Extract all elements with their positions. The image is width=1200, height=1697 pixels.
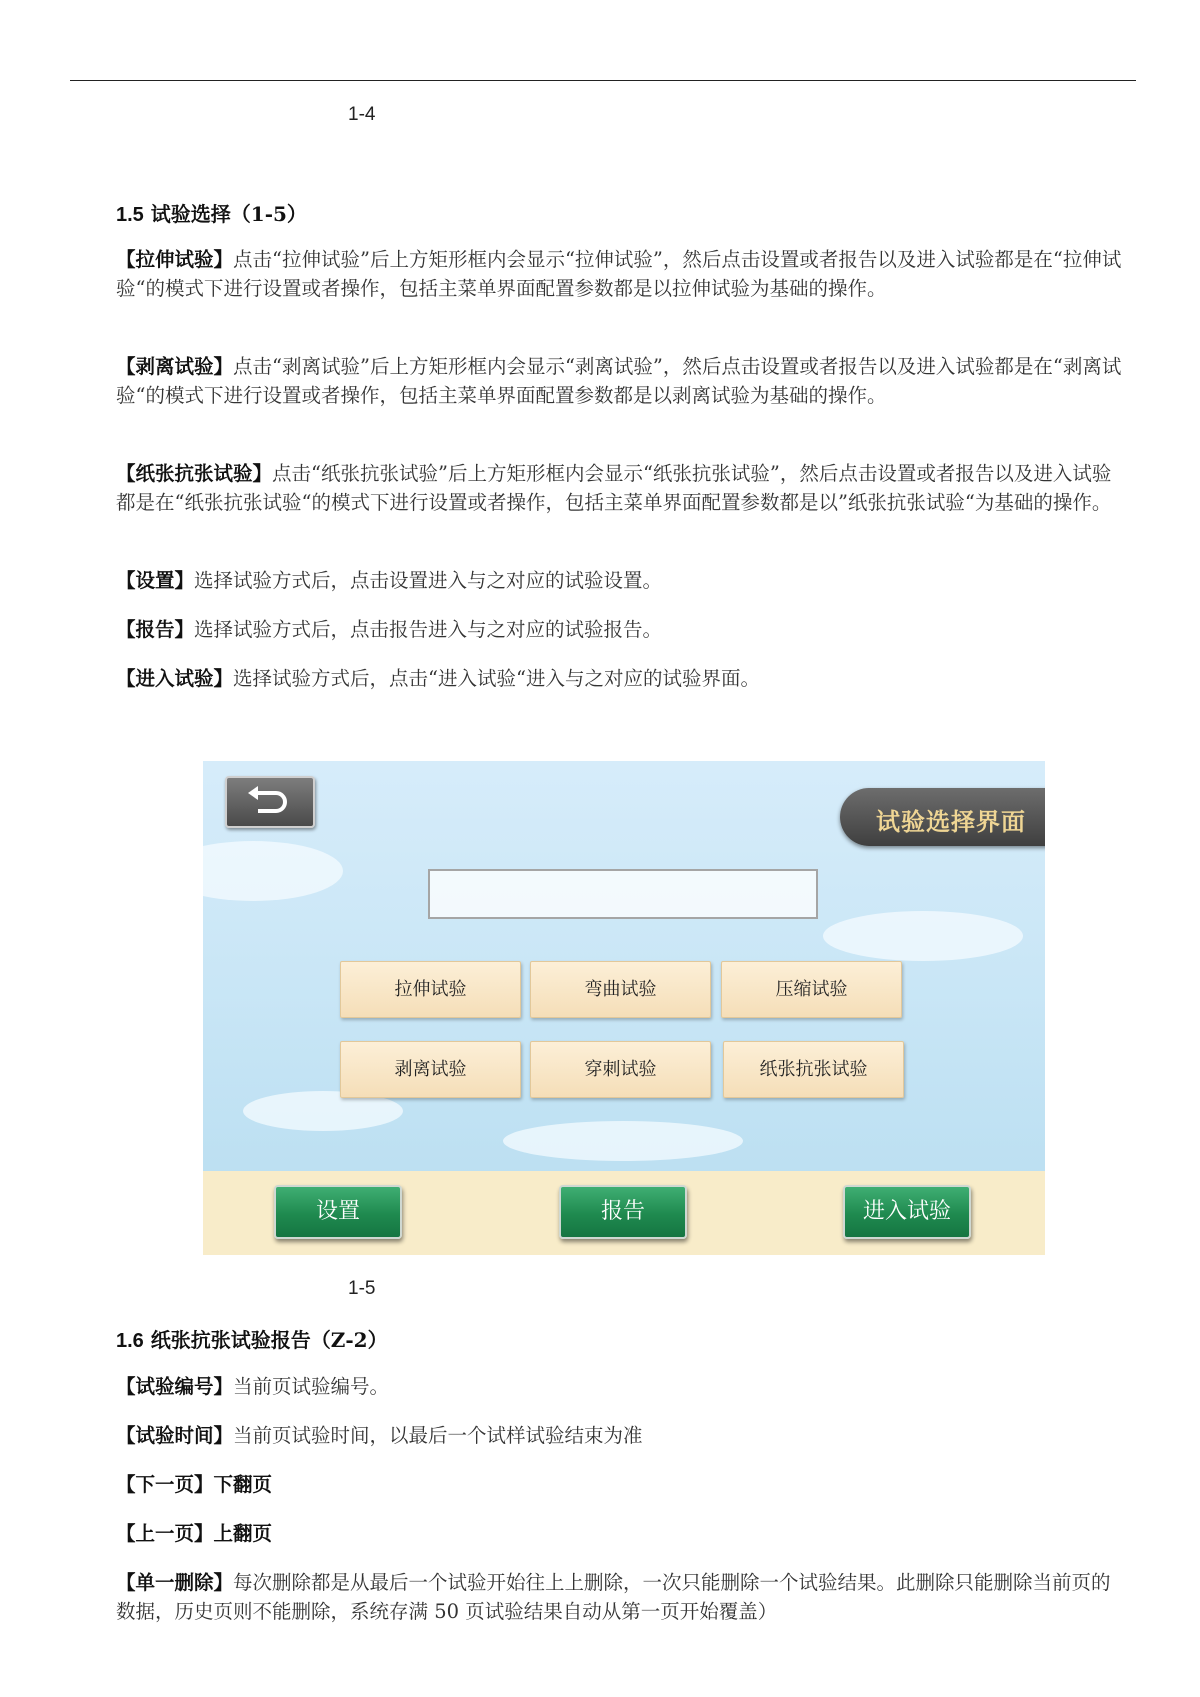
- bending-test-button[interactable]: 弯曲试验: [530, 961, 711, 1018]
- term-label: 【试验时间】: [116, 1424, 234, 1447]
- cloud: [503, 1121, 743, 1161]
- section-number: 1.6: [116, 1330, 144, 1352]
- paragraph-text: 点击“拉伸试验”后上方矩形框内会显示“拉伸试验”，然后点击设置或者报告以及进入试验都是在“拉伸试验“的模式下进行设置或者操作，包括主菜单界面配置参数都是以拉伸试验为基础的操作。: [116, 248, 1122, 300]
- paragraph-prev-page: [116, 1519, 1123, 1548]
- compression-test-button[interactable]: 压缩试验: [721, 961, 902, 1018]
- paragraph-text: 选择试验方式后，点击设置进入与之对应的试验设置。: [194, 569, 663, 592]
- paragraph-text: 上翻页: [213, 1522, 273, 1545]
- term-label: 【下一页】: [116, 1473, 214, 1496]
- tensile-test-button[interactable]: 拉伸试验: [340, 961, 521, 1018]
- back-button[interactable]: [225, 776, 315, 828]
- term-label: 【上一页】: [116, 1522, 214, 1545]
- section-title: 纸张抗张试验报告（Z-2）: [150, 1328, 388, 1352]
- term-label: 【设置】: [116, 569, 195, 592]
- paragraph-text: 当前页试验编号。: [233, 1375, 390, 1398]
- paragraph-tensile-test: [116, 245, 1123, 303]
- selected-test-display: [428, 869, 818, 919]
- term-label: 【拉伸试验】: [116, 248, 234, 271]
- puncture-test-button[interactable]: 穿刺试验: [530, 1041, 711, 1098]
- term-label: 【报告】: [116, 618, 195, 641]
- peel-test-button[interactable]: 剥离试验: [340, 1041, 521, 1098]
- cloud: [823, 911, 1023, 961]
- paragraph-text: 选择试验方式后，点击报告进入与之对应的试验报告。: [194, 618, 663, 641]
- paragraph-text: 点击“剥离试验”后上方矩形框内会显示“剥离试验”，然后点击设置或者报告以及进入试验都是在“剥离试验“的模式下进行设置或者操作，包括主菜单界面配置参数都是以剥离试验为基础的操作。: [116, 355, 1122, 407]
- term-label: 【纸张抗张试验】: [116, 462, 273, 485]
- paragraph-report: [116, 615, 1123, 644]
- test-selection-screen: [203, 761, 1045, 1255]
- term-label: 【单一删除】: [116, 1571, 234, 1594]
- figure-caption-1-4: 1-4: [348, 104, 376, 125]
- section-heading-1-6: [116, 1324, 388, 1353]
- paragraph-setup: [116, 566, 1123, 595]
- section-heading-1-5: [116, 198, 307, 227]
- paragraph-text: 选择试验方式后，点击“进入试验“进入与之对应的试验界面。: [233, 667, 760, 690]
- section-title: 试验选择（1-5）: [150, 202, 307, 226]
- term-label: 【剥离试验】: [116, 355, 234, 378]
- paragraph-text: 每次删除都是从最后一个试验开始往上上删除，一次只能删除一个试验结果。此删除只能删除当前页的数据，历史页则不能删除，系统存满 50 页试验结果自动从第一页开始覆盖）: [116, 1571, 1111, 1623]
- setup-button[interactable]: 设置: [274, 1185, 402, 1239]
- back-arrow-icon: [246, 785, 290, 817]
- paragraph-test-time: [116, 1421, 1123, 1450]
- paragraph-single-delete: [116, 1568, 1123, 1626]
- section-number: 1.5: [116, 204, 144, 226]
- figure-caption-1-5: 1-5: [348, 1278, 376, 1299]
- paragraph-peel-test: [116, 352, 1123, 410]
- enter-test-button[interactable]: 进入试验: [843, 1185, 971, 1239]
- paragraph-enter-test: [116, 664, 1123, 693]
- screen-title-badge: [840, 788, 1045, 846]
- report-button[interactable]: 报告: [559, 1185, 687, 1239]
- header-rule: [70, 80, 1136, 81]
- cloud: [203, 841, 343, 901]
- screen-title: 试验选择界面: [876, 808, 1026, 836]
- paragraph-text: 当前页试验时间，以最后一个试样试验结束为准: [233, 1424, 643, 1447]
- paragraph-paper-tensile-test: [116, 459, 1123, 517]
- term-label: 【试验编号】: [116, 1375, 234, 1398]
- paragraph-next-page: [116, 1470, 1123, 1499]
- paper-tensile-test-button[interactable]: 纸张抗张试验: [723, 1041, 904, 1098]
- paragraph-text: 下翻页: [213, 1473, 273, 1496]
- term-label: 【进入试验】: [116, 667, 234, 690]
- paragraph-test-number: [116, 1372, 1123, 1401]
- paragraph-text: 点击“纸张抗张试验”后上方矩形框内会显示“纸张抗张试验”，然后点击设置或者报告以及进入试验都是在“纸张抗张试验“的模式下进行设置或者操作，包括主菜单界面配置参数都是以”纸张抗张试验“为基础的操作。: [116, 462, 1112, 514]
